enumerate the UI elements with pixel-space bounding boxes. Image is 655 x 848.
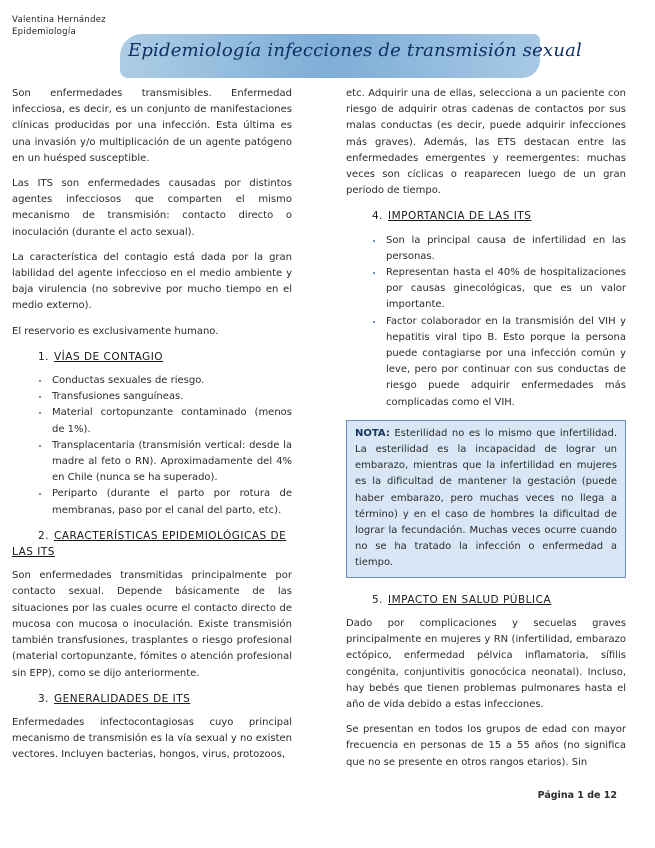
page-number: Página 1 de 12 [537,790,617,801]
paragraph: Se presentan en todos los grupos de edad con mayor frecuencia en personas de 15 a 55 años (no significa que no se presente en otros rangos etarios). Sin [346,724,626,768]
section-number: 4. [372,210,384,223]
paragraph: Son enfermedades transmisibles. Enfermedad infecciosa, es decir, es un conjunto de manifestaciones clínicas producidas por una infección. Esta última es una invasión y/o multiplicación de un agente patógeno en un huésped susceptible. [12,88,292,164]
section-number: 2. [38,529,50,542]
paragraph: Las ITS son enfermedades causadas por distintos agentes infecciosos que comparten el mismo mecanismo de transmisión: contacto directo o inoculación (durante el acto sexual). [12,178,292,238]
section-number: 1. [38,350,50,363]
section-heading-vias [12,349,292,365]
paragraph: etc. Adquirir una de ellas, selecciona a un paciente con riesgo de adquirir otras cadenas de contactos por sus malas conductas (es decir, puede adquirir infecciones más graves). Además, las ETS destacan entre las enfermedades emergentes y reemergentes: muchas veces son cíclicas o reaparecen luego de un gran periodo de tiempo. [346,88,626,197]
note-text: Esterilidad no es lo mismo que infertilidad. La esterilidad es la incapacidad de lograr un embarazo, mientras que la infertilidad en mujeres es la dificultad de mantener la gestación (puede haber embarazo, pero muchas veces no llega a término) y en el caso de hombres la dificultad de lograr la fecundación. Muchas veces ocurre cuando no se ha tratado la infección o enfermedad a tiempo. [355,427,617,569]
subject-name: Epidemiología [12,27,77,37]
section-title: IMPACTO EN SALUD PÚBLICA [388,593,552,606]
list-item: • Representan hasta el 40% de hospitalizaciones por causas ginecológicas, que es un valor importante. [384,265,626,314]
paragraph: El reservorio es exclusivamente humano. [12,325,219,337]
page-title: Epidemiología infecciones de transmisión sexual [128,40,582,61]
list-item: • Factor colaborador en la transmisión del VIH y hepatitis viral tipo B. Esto porque la persona puede contagiarse por una infección común y leve, pero por continuar con sus conductas de riesgo puede adquirir enfermedades más complicadas como el VIH. [384,314,626,411]
bullet-list [12,373,292,519]
right-column [346,86,626,780]
section-heading-impacto [346,592,626,608]
list-item: • Conductas sexuales de riesgo. [50,373,292,389]
list-item: • Material cortopunzante contaminado (menos de 1%). [50,405,292,437]
paragraph: La característica del contagio está dada por la gran labilidad del agente infeccioso en el medio ambiente y baja virulencia (no sobrevive por mucho tiempo en el medio externo). [12,251,292,312]
section-title: CARACTERÍSTICAS EPIDEMIOLÓGICAS DE LAS ITS [12,529,287,559]
author-name: Valentina Hernández [12,15,107,25]
section-heading-generalidades [12,691,292,707]
section-heading-importancia [346,208,626,224]
list-item: • Periparto (durante el parto por rotura de membranas, paso por el canal del parto, etc). [50,486,292,518]
section-title: VÍAS DE CONTAGIO [54,350,164,363]
section-title: IMPORTANCIA DE LAS ITS [388,210,532,223]
list-item: • Son la principal causa de infertilidad en las personas. [384,233,626,265]
note-box [346,420,626,578]
author-block [12,14,106,38]
note-label: NOTA: [355,427,390,439]
paragraph: Son enfermedades transmitidas principalmente por contacto sexual. Depende básicamente de las situaciones por las cuales ocurre el contacto directo de mucosa con mucosa o inoculación. Existe transmisión también transfusiones, trasplantes o riesgo profesional (material cortopunzante, fómites o atención profesional sin EPP), como se dijo anteriormente. [12,570,292,679]
section-number: 5. [372,593,384,606]
section-heading-caracteristicas [12,528,292,560]
paragraph: Enfermedades infectocontagiosas cuyo principal mecanismo de transmisión es la vía sexual y no existen vectores. Incluyen bacterias, hongos, virus, protozoos, [12,716,292,761]
section-title: GENERALIDADES DE ITS [54,692,191,705]
section-number: 3. [38,692,50,705]
paragraph: Dado por complicaciones y secuelas graves principalmente en mujeres y RN (infertilidad, embarazo ectópico, enfermedad pélvica inflamatoria, sífilis congénita, conjuntivitis gonocócica neonatal). Incluso, hay bebés que tienen problemas pulmonares hasta el año de vida debido a estas infecciones. [346,617,626,710]
left-column [12,86,292,773]
list-item: • Transfusiones sanguíneas. [50,389,292,405]
list-item: • Transplacentaria (transmisión vertical: desde la madre al feto o RN). Aproximadamente del 4% en Chile (nunca se ha superado). [50,438,292,487]
bullet-list [346,233,626,411]
